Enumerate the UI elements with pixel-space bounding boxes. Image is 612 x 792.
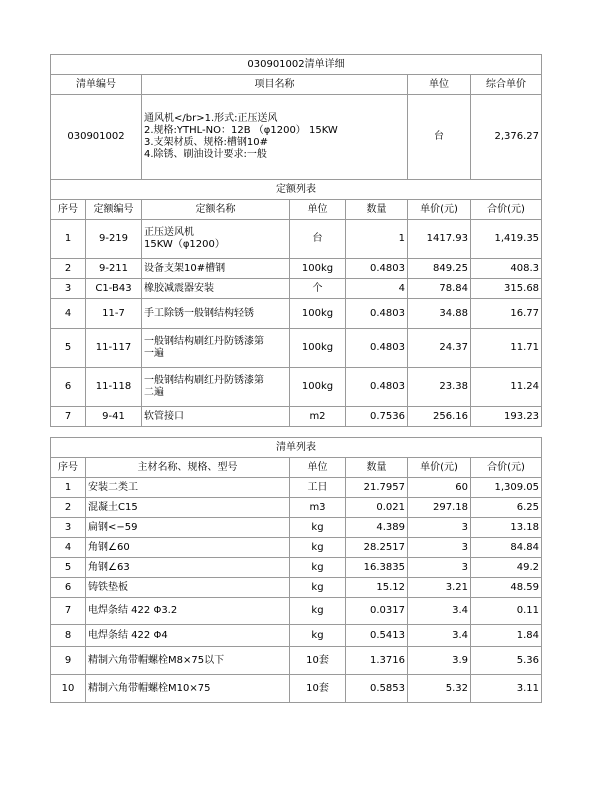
material-quantity: 28.2517 bbox=[346, 538, 408, 558]
quota-row bbox=[51, 329, 542, 368]
quota-total: 11.71 bbox=[471, 329, 542, 368]
row-number: 9 bbox=[51, 647, 86, 675]
column-header: 数量 bbox=[346, 458, 408, 478]
material-quantity: 15.12 bbox=[346, 578, 408, 598]
quota-unit-price: 1417.93 bbox=[408, 220, 471, 259]
quota-total: 16.77 bbox=[471, 299, 542, 329]
code-header: 清单编号 bbox=[51, 75, 142, 95]
quota-unit: 100kg bbox=[290, 299, 346, 329]
column-header: 定额编号 bbox=[86, 200, 142, 220]
description-line: 通风机</br>1.形式:正压送风 bbox=[144, 113, 278, 124]
material-unit-price: 3 bbox=[408, 558, 471, 578]
row-number: 3 bbox=[51, 279, 86, 299]
material-unit-price: 3 bbox=[408, 518, 471, 538]
quota-header-row bbox=[51, 200, 542, 220]
quota-unit-price: 34.88 bbox=[408, 299, 471, 329]
material-name: 铸铁垫板 bbox=[86, 578, 290, 598]
material-row bbox=[51, 598, 542, 625]
material-total: 1,309.05 bbox=[471, 478, 542, 498]
material-unit: kg bbox=[290, 598, 346, 625]
unit-header: 单位 bbox=[408, 75, 471, 95]
material-unit: kg bbox=[290, 538, 346, 558]
material-quantity: 21.7957 bbox=[346, 478, 408, 498]
quota-quantity: 0.4803 bbox=[346, 259, 408, 279]
material-quantity: 1.3716 bbox=[346, 647, 408, 675]
material-quantity: 4.389 bbox=[346, 518, 408, 538]
material-total: 49.2 bbox=[471, 558, 542, 578]
row-number: 10 bbox=[51, 675, 86, 703]
description-line: 3.支架材质、规格:槽钢10# bbox=[144, 137, 269, 148]
material-quantity: 16.3835 bbox=[346, 558, 408, 578]
quota-table bbox=[50, 179, 542, 427]
material-unit: kg bbox=[290, 518, 346, 538]
column-header: 定额名称 bbox=[142, 200, 290, 220]
material-total: 48.59 bbox=[471, 578, 542, 598]
row-number: 1 bbox=[51, 478, 86, 498]
quota-unit-price: 849.25 bbox=[408, 259, 471, 279]
quota-quantity: 1 bbox=[346, 220, 408, 259]
quota-name: 设备支架10#槽钢 bbox=[142, 259, 290, 279]
material-row bbox=[51, 558, 542, 578]
bill-title: 030901002清单详细 bbox=[51, 55, 542, 75]
material-unit: 10套 bbox=[290, 675, 346, 703]
quota-name: 橡胶减震器安装 bbox=[142, 279, 290, 299]
quota-code: 9-219 bbox=[86, 220, 142, 259]
column-header: 序号 bbox=[51, 200, 86, 220]
row-number: 7 bbox=[51, 598, 86, 625]
description-line: 4.除锈、刷油设计要求:一般 bbox=[144, 149, 267, 160]
material-name: 角钢∠60 bbox=[86, 538, 290, 558]
column-header: 序号 bbox=[51, 458, 86, 478]
row-number: 7 bbox=[51, 407, 86, 427]
quota-code: 9-41 bbox=[86, 407, 142, 427]
description-line: 2.规格:YTHL-NO：12B （φ1200） 15KW bbox=[144, 125, 338, 136]
bill-item-description bbox=[142, 95, 408, 180]
material-row bbox=[51, 478, 542, 498]
material-unit: kg bbox=[290, 558, 346, 578]
column-header: 主材名称、规格、型号 bbox=[86, 458, 290, 478]
row-number: 3 bbox=[51, 518, 86, 538]
quota-row bbox=[51, 259, 542, 279]
quota-quantity: 4 bbox=[346, 279, 408, 299]
bill-unit: 台 bbox=[408, 95, 471, 180]
material-unit: m3 bbox=[290, 498, 346, 518]
material-name: 扁钢<−59 bbox=[86, 518, 290, 538]
quota-unit-price: 256.16 bbox=[408, 407, 471, 427]
row-number: 8 bbox=[51, 625, 86, 647]
quota-quantity: 0.7536 bbox=[346, 407, 408, 427]
material-quantity: 0.0317 bbox=[346, 598, 408, 625]
quota-unit: 台 bbox=[290, 220, 346, 259]
materials-section-title: 清单列表 bbox=[51, 438, 542, 458]
quota-quantity: 0.4803 bbox=[346, 329, 408, 368]
quota-unit-price: 23.38 bbox=[408, 368, 471, 407]
quota-total: 11.24 bbox=[471, 368, 542, 407]
material-total: 3.11 bbox=[471, 675, 542, 703]
quota-row bbox=[51, 299, 542, 329]
material-unit-price: 3.9 bbox=[408, 647, 471, 675]
column-header: 数量 bbox=[346, 200, 408, 220]
row-number: 4 bbox=[51, 299, 86, 329]
quota-code: C1-B43 bbox=[86, 279, 142, 299]
material-quantity: 0.5413 bbox=[346, 625, 408, 647]
quota-quantity: 0.4803 bbox=[346, 368, 408, 407]
material-name: 角钢∠63 bbox=[86, 558, 290, 578]
quota-unit-price: 24.37 bbox=[408, 329, 471, 368]
material-total: 0.11 bbox=[471, 598, 542, 625]
quota-code: 11-7 bbox=[86, 299, 142, 329]
bill-header-table bbox=[50, 54, 542, 180]
quota-row bbox=[51, 220, 542, 259]
material-quantity: 0.021 bbox=[346, 498, 408, 518]
quota-name: 软管接口 bbox=[142, 407, 290, 427]
material-name: 混凝土C15 bbox=[86, 498, 290, 518]
material-unit: kg bbox=[290, 578, 346, 598]
quota-name: 手工除锈一般钢结构轻锈 bbox=[142, 299, 290, 329]
material-unit-price: 3.4 bbox=[408, 625, 471, 647]
row-number: 2 bbox=[51, 259, 86, 279]
material-unit: 10套 bbox=[290, 647, 346, 675]
material-unit-price: 3.21 bbox=[408, 578, 471, 598]
quota-unit: 100kg bbox=[290, 368, 346, 407]
quota-quantity: 0.4803 bbox=[346, 299, 408, 329]
material-name: 电焊条结 422 Φ3.2 bbox=[86, 598, 290, 625]
name-header: 项目名称 bbox=[142, 75, 408, 95]
row-number: 4 bbox=[51, 538, 86, 558]
quota-unit: 100kg bbox=[290, 259, 346, 279]
column-header: 合价(元) bbox=[471, 200, 542, 220]
material-row bbox=[51, 675, 542, 703]
material-unit-price: 5.32 bbox=[408, 675, 471, 703]
material-quantity: 0.5853 bbox=[346, 675, 408, 703]
quota-name: 一般钢结构刷红丹防锈漆第 一遍 bbox=[142, 329, 290, 368]
material-unit-price: 60 bbox=[408, 478, 471, 498]
quota-total: 1,419.35 bbox=[471, 220, 542, 259]
quota-total: 408.3 bbox=[471, 259, 542, 279]
quota-row bbox=[51, 368, 542, 407]
materials-table bbox=[50, 437, 542, 703]
material-row bbox=[51, 518, 542, 538]
quota-code: 11-117 bbox=[86, 329, 142, 368]
material-total: 5.36 bbox=[471, 647, 542, 675]
row-number: 6 bbox=[51, 578, 86, 598]
quota-section-title: 定额列表 bbox=[51, 180, 542, 200]
row-number: 2 bbox=[51, 498, 86, 518]
material-unit-price: 297.18 bbox=[408, 498, 471, 518]
material-total: 1.84 bbox=[471, 625, 542, 647]
material-unit-price: 3.4 bbox=[408, 598, 471, 625]
material-name: 精制六角带帽螺栓M10×75 bbox=[86, 675, 290, 703]
material-total: 84.84 bbox=[471, 538, 542, 558]
price-header: 综合单价 bbox=[471, 75, 542, 95]
quota-total: 315.68 bbox=[471, 279, 542, 299]
column-header: 单位 bbox=[290, 200, 346, 220]
column-header: 单位 bbox=[290, 458, 346, 478]
material-name: 安装二类工 bbox=[86, 478, 290, 498]
material-row bbox=[51, 498, 542, 518]
quota-code: 11-118 bbox=[86, 368, 142, 407]
bill-price: 2,376.27 bbox=[471, 95, 542, 180]
row-number: 1 bbox=[51, 220, 86, 259]
quota-unit: 100kg bbox=[290, 329, 346, 368]
material-row bbox=[51, 578, 542, 598]
material-row bbox=[51, 538, 542, 558]
column-header: 合价(元) bbox=[471, 458, 542, 478]
quota-row bbox=[51, 279, 542, 299]
quota-row bbox=[51, 407, 542, 427]
row-number: 6 bbox=[51, 368, 86, 407]
material-total: 13.18 bbox=[471, 518, 542, 538]
quota-unit-price: 78.84 bbox=[408, 279, 471, 299]
row-number: 5 bbox=[51, 558, 86, 578]
quota-unit: 个 bbox=[290, 279, 346, 299]
quota-name: 一般钢结构刷红丹防锈漆第 二遍 bbox=[142, 368, 290, 407]
column-header: 单价(元) bbox=[408, 458, 471, 478]
quota-unit: m2 bbox=[290, 407, 346, 427]
material-unit: 工日 bbox=[290, 478, 346, 498]
material-total: 6.25 bbox=[471, 498, 542, 518]
material-name: 电焊条结 422 Φ4 bbox=[86, 625, 290, 647]
row-number: 5 bbox=[51, 329, 86, 368]
quota-code: 9-211 bbox=[86, 259, 142, 279]
material-unit-price: 3 bbox=[408, 538, 471, 558]
column-header: 单价(元) bbox=[408, 200, 471, 220]
quota-name: 正压送风机 15KW（φ1200） bbox=[142, 220, 290, 259]
materials-header-row bbox=[51, 458, 542, 478]
material-row bbox=[51, 625, 542, 647]
material-name: 精制六角带帽螺栓M8×75以下 bbox=[86, 647, 290, 675]
quota-total: 193.23 bbox=[471, 407, 542, 427]
material-unit: kg bbox=[290, 625, 346, 647]
material-row bbox=[51, 647, 542, 675]
bill-code: 030901002 bbox=[51, 95, 142, 180]
